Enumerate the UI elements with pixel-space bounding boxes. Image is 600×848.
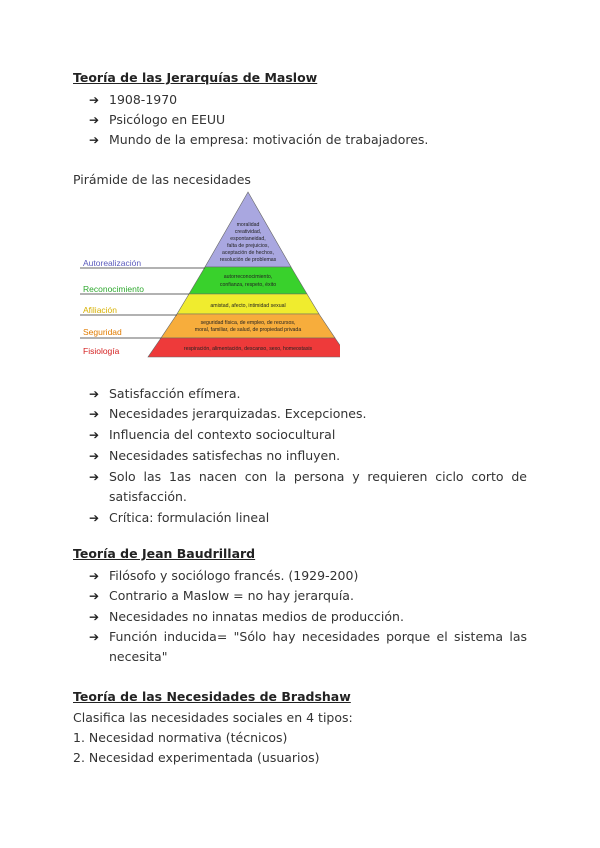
arrow-right-icon: ➔ <box>89 133 100 147</box>
section-title-maslow: Teoría de las Jerarquías de Maslow <box>73 70 318 85</box>
list-item: ➔ Influencia del contexto sociocultural <box>89 425 335 445</box>
list-item: ➔ 1908-1970 <box>89 90 177 110</box>
level-text: autorreconocimiento, <box>223 274 273 280</box>
level-text: confianza, respeto, éxito <box>219 282 277 288</box>
arrow-right-icon: ➔ <box>89 511 100 525</box>
arrow-right-icon: ➔ <box>89 449 100 463</box>
list-item: ➔ Necesidades jerarquizadas. Excepciones. <box>89 404 366 424</box>
level-label-reconocimiento: Reconocimiento <box>83 284 144 294</box>
level-text: amistad, afecto, intimidad sexual <box>210 303 286 309</box>
pyramid-level-reconocimiento <box>189 267 307 294</box>
arrow-right-icon: ➔ <box>89 589 100 603</box>
level-text: falta de prejuicios, <box>227 243 269 249</box>
level-text: creatividad, <box>234 229 262 235</box>
arrow-right-icon: ➔ <box>89 428 100 442</box>
list-item: ➔ Función inducida= "Sólo hay necesidades porque el sistema las necesita" <box>89 629 527 664</box>
level-text: espontaneidad, <box>230 236 266 242</box>
level-text: moral, familiar, de salud, de propiedad privada <box>194 327 302 333</box>
level-text: respiración, alimentación, descanso, sexo, homeostasis <box>183 346 313 352</box>
arrow-right-icon: ➔ <box>89 387 100 401</box>
bradshaw-item-2: 2. Necesidad experimentada (usuarios) <box>73 750 320 765</box>
arrow-right-icon: ➔ <box>89 630 100 644</box>
arrow-right-icon: ➔ <box>89 113 100 127</box>
level-label-afiliacion: Afiliación <box>83 305 118 315</box>
level-label-autorealizacion: Autorealización <box>83 258 142 268</box>
level-label-seguridad: Seguridad <box>83 327 122 337</box>
pyramid-level-seguridad <box>161 314 335 338</box>
arrow-right-icon: ➔ <box>89 610 100 624</box>
maslow-pyramid-figure <box>80 190 340 360</box>
list-item: ➔ Psicólogo en EEUU <box>89 110 225 130</box>
list-item: ➔ Filósofo y sociólogo francés. (1929-200) <box>89 566 358 586</box>
level-text: aceptación de hechos, <box>222 250 274 256</box>
list-item: ➔ Crítica: formulación lineal <box>89 508 269 528</box>
level-text: moralidad <box>236 222 260 228</box>
list-item: ➔ Solo las 1as nacen con la persona y requieren ciclo corto de satisfacción. <box>89 469 527 504</box>
level-text: resolución de problemas <box>219 257 277 263</box>
bradshaw-item-1: 1. Necesidad normativa (técnicos) <box>73 730 288 745</box>
level-text: seguridad física, de empleo, de recursos, <box>200 320 296 326</box>
list-item: ➔ Contrario a Maslow = no hay jerarquía. <box>89 586 354 606</box>
list-item: ➔ Satisfacción efímera. <box>89 384 241 404</box>
section-title-bradshaw: Teoría de las Necesidades de Bradshaw <box>73 689 351 704</box>
list-item: ➔ Necesidades no innatas medios de producción. <box>89 607 404 627</box>
pyramid-caption: Pirámide de las necesidades <box>73 172 251 187</box>
arrow-right-icon: ➔ <box>89 569 100 583</box>
arrow-right-icon: ➔ <box>89 470 100 484</box>
bradshaw-intro: Clasifica las necesidades sociales en 4 tipos: <box>73 710 353 725</box>
list-item: ➔ Necesidades satisfechas no influyen. <box>89 446 340 466</box>
list-item: ➔ Mundo de la empresa: motivación de trabajadores. <box>89 130 428 150</box>
level-label-fisiologia: Fisiología <box>83 346 120 356</box>
arrow-right-icon: ➔ <box>89 407 100 421</box>
section-title-baudrillard: Teoría de Jean Baudrillard <box>73 546 256 561</box>
arrow-right-icon: ➔ <box>89 93 100 107</box>
